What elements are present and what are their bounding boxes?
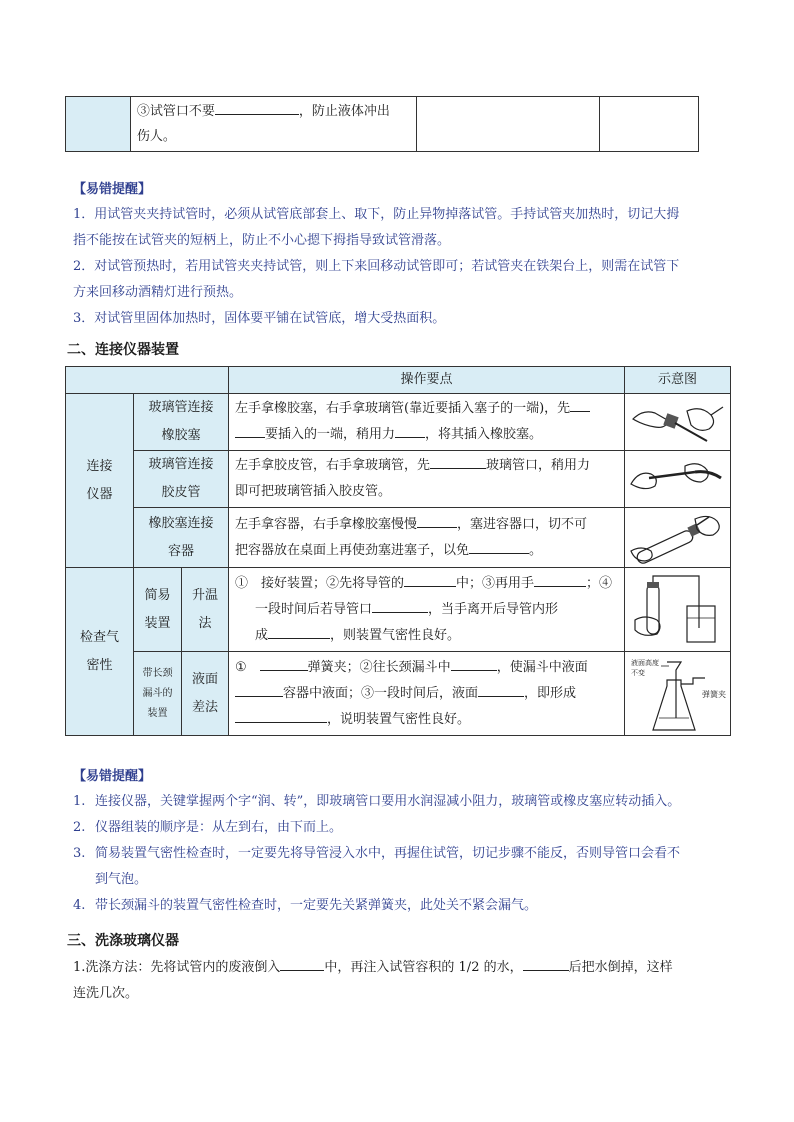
row-label-stopper-container: 橡胶塞连接容器 — [134, 508, 229, 568]
ops-text: ① — [235, 659, 260, 675]
tip-line: 连接仪器，关键掌握两个字“润、转”，即玻璃管口要用水润湿减小阻力，玻璃管或橡皮塞应转动插入。 — [95, 794, 681, 809]
tip-item — [73, 893, 733, 919]
figure-label-clamp: 弹簧夹 — [702, 690, 727, 699]
blank — [478, 684, 524, 697]
tip-item — [73, 202, 733, 254]
tip-line: 方来回移动酒精灯进行预热。 — [73, 285, 243, 300]
tip-item — [73, 815, 733, 841]
tip-line: 到气泡。 — [95, 872, 148, 887]
ops-text: 中；③再用手 — [456, 575, 535, 591]
blank — [268, 626, 330, 639]
ops-text: 容器中液面；③一段时间后，液面 — [283, 685, 479, 701]
ops-text: ，说明装置气密性良好。 — [327, 711, 471, 727]
blank — [523, 958, 569, 971]
top-table — [65, 96, 699, 152]
top-table-empty-cell — [416, 97, 600, 152]
blank — [372, 600, 428, 613]
tip-number: 2. — [73, 820, 86, 835]
ops-text: 左手拿容器，右手拿橡胶塞慢慢 — [235, 516, 418, 532]
section3-body — [73, 955, 733, 1007]
row-label-glass-rubber-stopper: 玻璃管连接橡胶塞 — [134, 394, 229, 451]
tip-item — [73, 789, 733, 815]
section3-heading: 三、洗涤玻璃仪器 — [67, 933, 179, 949]
tip-number: 1. — [73, 794, 86, 809]
ops-text: 弹簧夹；②往长颈漏斗中 — [307, 659, 451, 675]
blank — [534, 574, 586, 587]
top-line1-prefix: ③试管口不要 — [136, 104, 215, 119]
blank — [235, 684, 283, 697]
ops-text: ；④ — [586, 575, 613, 591]
tip-line: 2．对试管预热时，若用试管夹夹持试管，则上下来回移动试管即可；若试管夹在铁架台上，则需在试管下 — [73, 259, 680, 274]
row-label-glass-rubber-tube: 玻璃管连接胶皮管 — [134, 451, 229, 508]
blank — [215, 102, 299, 115]
ops-text: 玻璃管口，稍用力 — [486, 458, 591, 473]
ops-text: 左手拿橡胶塞，右手拿玻璃管(靠近要插入塞子的一端)，先 — [235, 401, 571, 416]
hands-glass-tube-stopper-figure — [625, 397, 729, 447]
group-airtightness: 检查气密性 — [66, 568, 134, 736]
figure-cell — [625, 451, 731, 508]
section2-heading: 二、连接仪器装置 — [67, 342, 179, 358]
tips2-list — [73, 789, 733, 919]
top-table-teal-cell — [66, 97, 131, 152]
blank — [430, 456, 486, 469]
ops-text: 。 — [529, 542, 543, 558]
ops-text: ，当手离开后导管内形 — [428, 601, 559, 617]
header-blank — [66, 367, 229, 394]
hands-glass-rubber-tube-figure — [625, 454, 729, 504]
ops-text: 左手拿胶皮管，右手拿玻璃管，先 — [235, 458, 431, 473]
tip-number: 3. — [73, 846, 86, 861]
blank — [260, 658, 308, 671]
tip-line: 3．对试管里固体加热时，固体要平铺在试管底，增大受热面积。 — [73, 311, 446, 326]
blank — [235, 425, 265, 438]
hands-stopper-container-figure — [625, 511, 729, 565]
row-label-funnel-device: 带长颈漏斗的装置 — [134, 652, 182, 736]
figure-cell — [625, 394, 731, 451]
airtightness-heating-figure — [625, 570, 729, 650]
ops-text: 成 — [255, 627, 269, 643]
body-text: 后把水倒掉，这样 — [568, 960, 673, 975]
tip-item — [73, 306, 733, 332]
ops-text: ① 接好装置；②先将导管的 — [235, 575, 405, 591]
blank — [235, 710, 327, 723]
tip-line: 带长颈漏斗的装置气密性检查时，一定要先关紧弹簧夹，此处关不紧会漏气。 — [95, 898, 538, 913]
row-ops-5 — [229, 652, 625, 736]
row-label-level-difference: 液面差法 — [182, 652, 229, 736]
tip-number: 4. — [73, 898, 86, 913]
blank — [570, 399, 590, 412]
ops-text: ，塞进容器口，切不可 — [457, 516, 588, 532]
body-text: 1.洗涤方法：先将试管内的废液倒入 — [73, 960, 281, 975]
tip-line: 1．用试管夹夹持试管时，必须从试管底部套上、取下，防止异物掉落试管。手持试管夹加热时，切记大拇 — [73, 207, 680, 222]
body-text: 连洗几次。 — [73, 986, 139, 1001]
tip-line: 指不能按在试管夹的短柄上，防止不小心摁下拇指导致试管滑落。 — [73, 233, 451, 248]
tip-item — [73, 254, 733, 306]
tip-line: 简易装置气密性检查时，一定要先将导管浸入水中，再握住试管，切记步骤不能反，否则导管口会看不 — [95, 846, 681, 861]
body-text: 中，再注入试管容积的 1/2 的水， — [324, 960, 523, 975]
tips2-title: 【易错提醒】 — [73, 769, 152, 784]
row-ops-1 — [229, 394, 625, 451]
connect-table — [65, 366, 731, 736]
ops-text: 要插入的一端，稍用力 — [265, 427, 396, 442]
ops-text: ，使漏斗中液面 — [496, 659, 588, 675]
figure-cell — [625, 508, 731, 568]
blank — [395, 425, 425, 438]
tips1-title: 【易错提醒】 — [73, 182, 152, 197]
header-ops: 操作要点 — [229, 367, 625, 394]
row-ops-2 — [229, 451, 625, 508]
top-table-empty-cell — [600, 97, 699, 152]
row-ops-3 — [229, 508, 625, 568]
header-fig: 示意图 — [625, 367, 731, 394]
top-line1-suffix: ，防止液体冲出 — [298, 104, 390, 119]
ops-text: 一段时间后若导管口 — [255, 601, 373, 617]
figure-label-level: 液面高度不变 — [631, 659, 660, 677]
ops-text: 即可把玻璃管插入胶皮管。 — [235, 484, 392, 499]
group-connect: 连接仪器 — [66, 394, 134, 568]
row-label-heating-method: 升温法 — [182, 568, 229, 652]
figure-cell — [625, 652, 731, 736]
ops-text: ，则装置气密性良好。 — [330, 627, 461, 643]
blank — [417, 515, 457, 528]
top-line2: 伤人。 — [136, 129, 176, 144]
tips1-list — [73, 202, 733, 332]
row-ops-4 — [229, 568, 625, 652]
tip-item — [73, 841, 733, 893]
top-table-text-cell — [130, 97, 416, 152]
figure-cell — [625, 568, 731, 652]
blank — [469, 541, 529, 554]
ops-text: ，将其插入橡胶塞。 — [425, 427, 543, 442]
tip-line: 仪器组装的顺序是：从左到右，由下而上。 — [95, 820, 343, 835]
blank — [280, 958, 324, 971]
ops-text: 把容器放在桌面上再使劲塞进塞子，以免 — [235, 542, 470, 558]
row-label-simple-device: 简易装置 — [134, 568, 182, 652]
blank — [451, 658, 497, 671]
ops-text: ，即形成 — [524, 685, 577, 701]
blank — [404, 574, 456, 587]
